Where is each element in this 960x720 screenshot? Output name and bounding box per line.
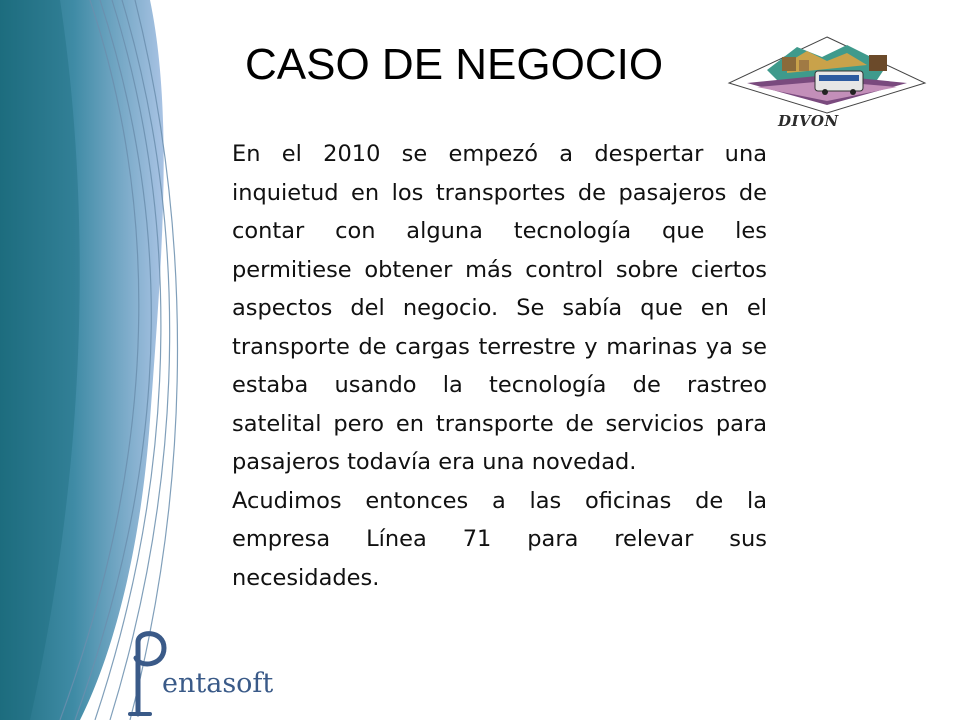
slide-title: CASO DE NEGOCIO bbox=[245, 40, 664, 89]
bus-landscape-logo bbox=[727, 35, 927, 115]
divon-logo-text: DIVON bbox=[778, 112, 839, 130]
pentasoft-logo-text: entasoft bbox=[162, 668, 274, 699]
paragraph-1: En el 2010 se empezó a despertar una inquietud en los transportes de pasajeros de contar con alguna tecnología que les permitiese obtener más control sobre ciertos aspectos del negocio. Se sabía que en el transporte de cargas terrestre y marinas ya se estaba usando la tecnología de rastreo satelital pero en transporte de servicios para pasajeros todavía era una novedad. bbox=[232, 141, 767, 475]
paragraph-2: Acudimos entonces a las oficinas de la empresa Línea 71 para relevar sus necesidades. bbox=[232, 487, 767, 591]
body-text bbox=[232, 135, 767, 597]
